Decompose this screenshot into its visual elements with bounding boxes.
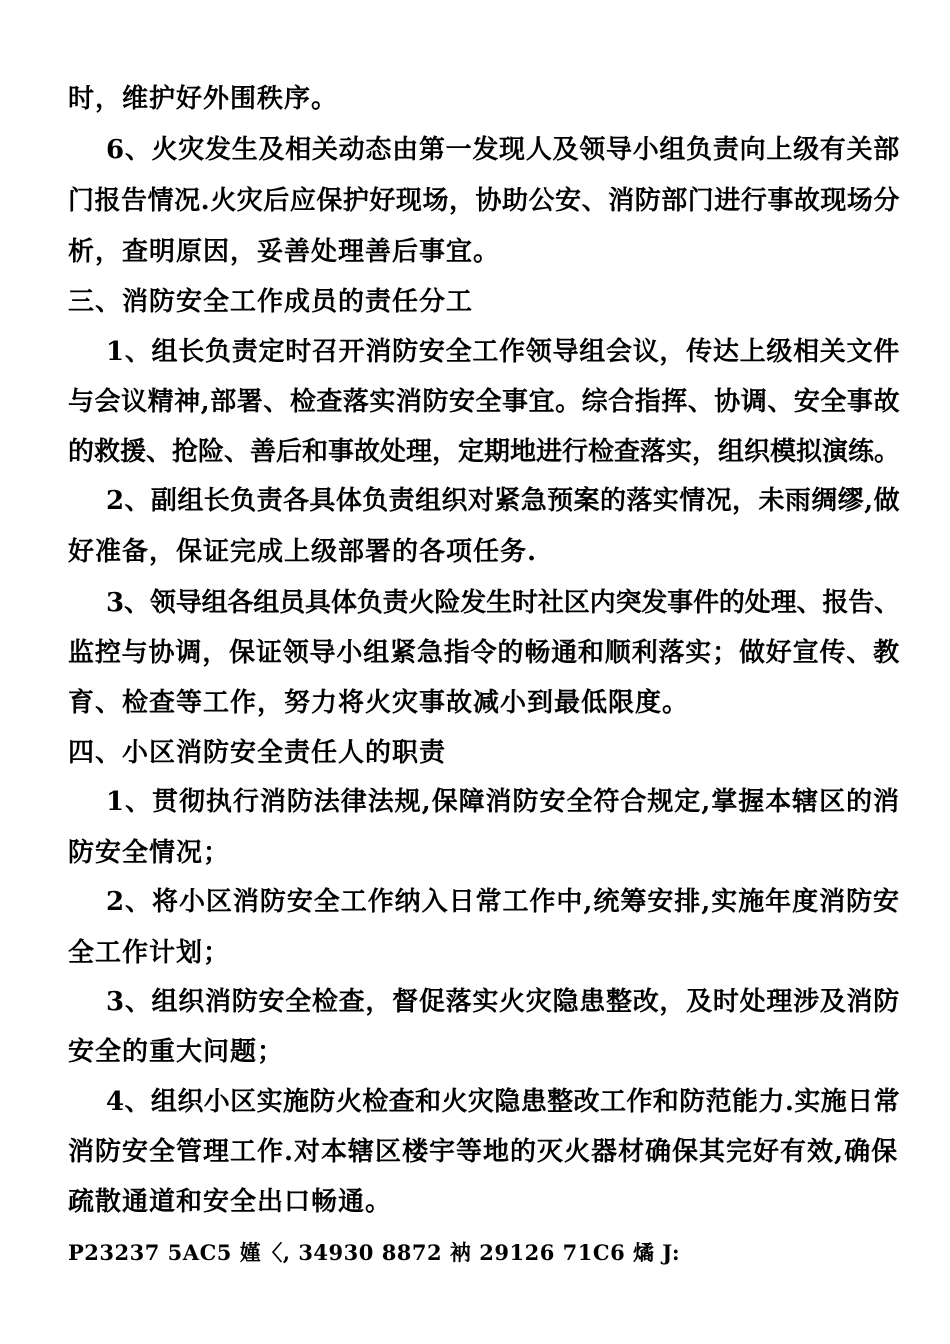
text-line: 析，查明原因，妥善处理善后事宜。 <box>68 237 501 267</box>
duty-2-line-1: 2、将小区消防安全工作纳入日常工作中,统筹安排,实施年度消防安 <box>106 887 900 917</box>
text-line: 全工作计划； <box>68 938 231 968</box>
duty-3-line-1: 3、组织消防安全检查，督促落实火灾隐患整改，及时处理涉及消防 <box>106 987 900 1017</box>
duty-1-line-1: 1、贯彻执行消防法律法规,保障消防安全符合规定,掌握本辖区的消 <box>106 787 900 817</box>
text-line: 育、检查等工作，努力将火灾事故减小到最低限度。 <box>68 688 690 718</box>
paragraph-2-line-1: 2、副组长负责各具体负责组织对紧急预案的落实情况，未雨绸缪,做 <box>106 486 900 516</box>
paragraph-3-line-1: 3、领导组各组员具体负责火险发生时社区内突发事件的处理、报告、 <box>106 588 900 618</box>
text-line: 与会议精神,部署、检查落实消防安全事宜。综合指挥、协调、安全事故 <box>68 387 900 417</box>
text-line: 安全的重大问题； <box>68 1037 285 1067</box>
duty-4-line-1: 4、组织小区实施防火检查和火灾隐患整改工作和防范能力.实施日常 <box>106 1087 900 1117</box>
paragraph-1-line-1: 1、组长负责定时召开消防安全工作领导组会议，传达上级相关文件 <box>106 337 900 367</box>
text-line: 监控与协调，保证领导小组紧急指令的畅通和顺利落实；做好宣传、教 <box>68 638 900 668</box>
text-line: 门报告情况.火灾后应保护好现场，协助公安、消防部门进行事故现场分 <box>68 186 900 216</box>
section-heading-4: 四、小区消防安全责任人的职责 <box>68 738 447 768</box>
text-line: 好准备，保证完成上级部署的各项任务. <box>68 537 538 567</box>
text-line: 防安全情况； <box>68 838 231 868</box>
paragraph-6-line-1: 6、火灾发生及相关动态由第一发现人及领导小组负责向上级有关部 <box>106 135 900 165</box>
text-line: 时，维护好外围秩序。 <box>68 84 339 114</box>
section-heading-3: 三、消防安全工作成员的责任分工 <box>68 287 474 317</box>
text-line: 疏散通道和安全出口畅通。 <box>68 1187 393 1217</box>
text-line: 消防安全管理工作.对本辖区楼宇等地的灭火器材确保其完好有效,确保 <box>68 1137 899 1167</box>
garbled-footer-text: P23237 5AC5 嫤〈, 34930 8872 衲 29126 71C6 燏 J: <box>68 1240 681 1265</box>
text-line: 的救援、抢险、善后和事故处理，定期地进行检查落实，组织模拟演练。 <box>68 437 900 467</box>
